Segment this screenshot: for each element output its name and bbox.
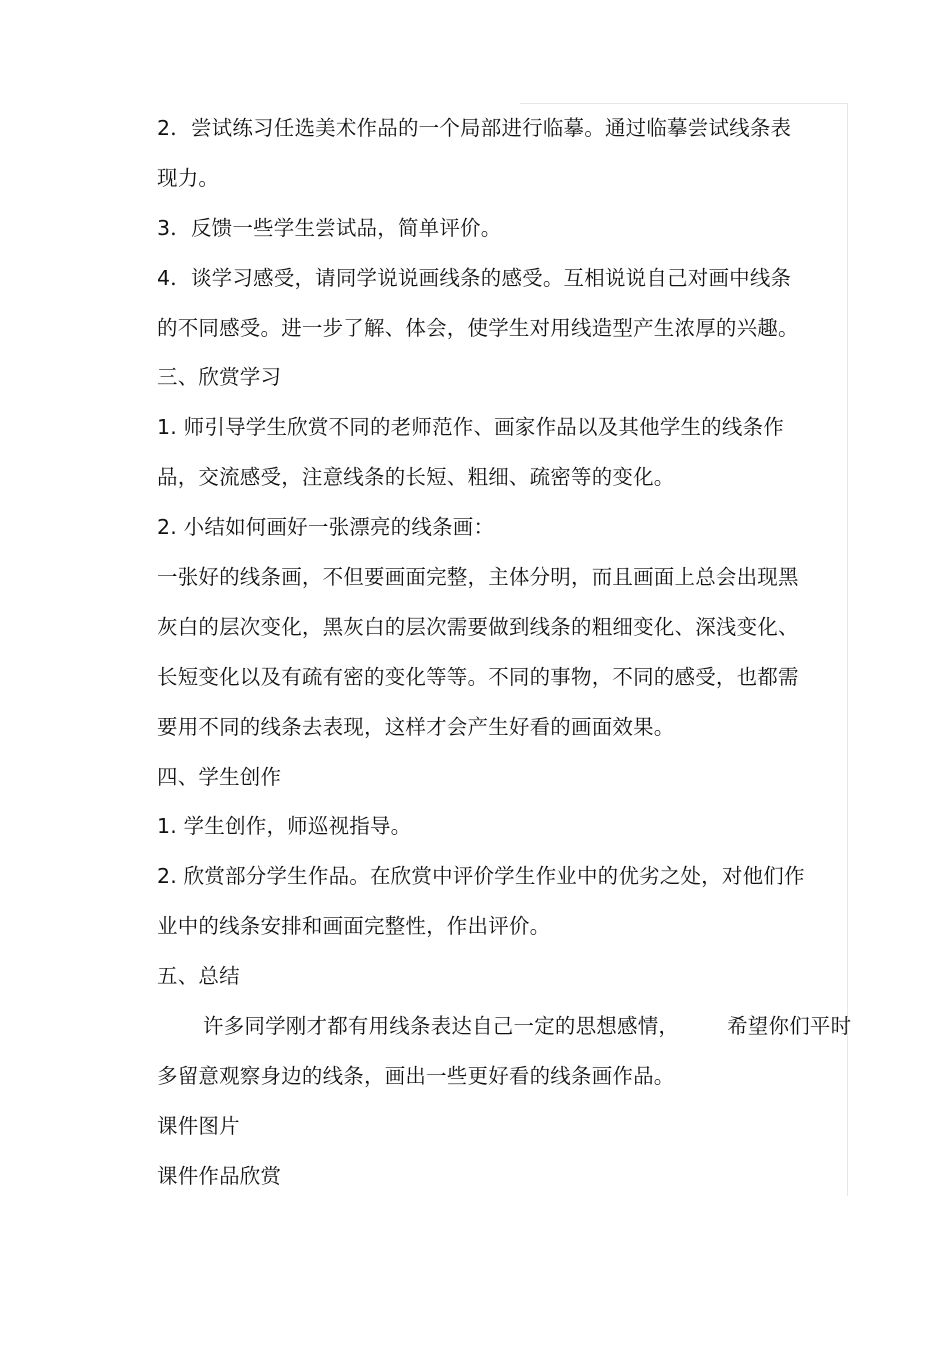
text-line: 2. 欣赏部分学生作品。在欣赏中评价学生作业中的优劣之处，对他们作 bbox=[157, 864, 805, 889]
text-line: 业中的线条安排和画面完整性，作出评价。 bbox=[157, 914, 551, 939]
summary-paragraph-first-line bbox=[157, 1002, 852, 1052]
summary-text-b: 希望你们平时 bbox=[727, 1014, 852, 1039]
text-line: 的不同感受。进一步了解、体会，使学生对用线造型产生浓厚的兴趣。 bbox=[157, 315, 799, 340]
text-line: 长短变化以及有疏有密的变化等等。不同的事物，不同的感受，也都需 bbox=[157, 664, 799, 689]
text-line: 3．反馈一些学生尝试品，简单评价。 bbox=[157, 215, 502, 240]
courseware-images-label: 课件图片 bbox=[157, 1113, 240, 1138]
text-line: 2．尝试练习任选美术作品的一个局部进行临摹。通过临摹尝试线条表 bbox=[157, 116, 792, 140]
text-line: 1. 师引导学生欣赏不同的老师范作、画家作品以及其他学生的线条作 bbox=[157, 415, 784, 440]
text-line: 2. 小结如何画好一张漂亮的线条画： bbox=[157, 515, 495, 540]
text-line: 一张好的线条画，不但要画面完整，主体分明，而且画面上总会出现黑 bbox=[157, 565, 799, 590]
text-line: 现力。 bbox=[157, 165, 220, 190]
document-body bbox=[157, 104, 852, 1202]
summary-text-a: 许多同学刚才都有用线条表达自己一定的思想感情， bbox=[203, 1014, 680, 1039]
text-line: 品，交流感受，注意线条的长短、粗细、疏密等的变化。 bbox=[157, 465, 675, 490]
text-line: 灰白的层次变化，黑灰白的层次需要做到线条的粗细变化、深浅变化、 bbox=[157, 614, 799, 639]
text-line: 1. 学生创作，师巡视指导。 bbox=[157, 814, 412, 839]
text-line: 要用不同的线条去表现，这样才会产生好看的画面效果。 bbox=[157, 714, 675, 739]
text-line: 多留意观察身边的线条，画出一些更好看的线条画作品。 bbox=[157, 1063, 675, 1088]
courseware-works-label: 课件作品欣赏 bbox=[157, 1163, 282, 1188]
section-heading: 五、总结 bbox=[157, 964, 240, 989]
section-heading: 三、欣赏学习 bbox=[157, 365, 282, 390]
text-line: 4．谈学习感受，请同学说说画线条的感受。互相说说自己对画中线条 bbox=[157, 265, 792, 290]
section-heading: 四、学生创作 bbox=[157, 764, 282, 789]
